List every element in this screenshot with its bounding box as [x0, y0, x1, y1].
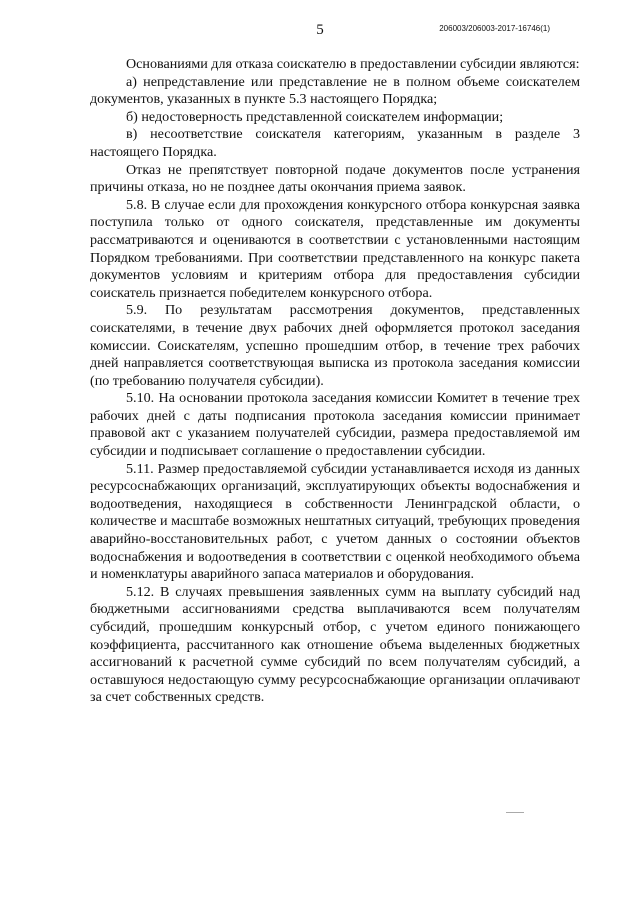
page-number: 5 — [316, 22, 324, 38]
paragraph-item-a: а) непредставление или представление не в полном объеме соискателем документов, указанных в пункте 5.3 настоящего Порядка; — [90, 73, 580, 108]
paragraph-refusal-grounds: Основаниями для отказа соискателю в предоставлении субсидии являются: — [126, 56, 580, 72]
paragraph-5-12: 5.12. В случаях превышения заявленных сумм на выплату субсидий над бюджетными ассигнованиями средства выплачиваются всем получателям субсидий, прошедшим конкурсный отбор, с учетом единого понижающего коэффициента, рассчитанного как отношение объема выделенных бюджетных ассигнований к расчетной сумме субсидий по всем получателям субсидий, а оставшуюся недостающую сумму ресурсоснабжающие организации оплачивают за счет собственных средств. — [90, 583, 580, 706]
paragraph-item-c: в) несоответствие соискателя категориям, указанным в разделе 3 настоящего Порядка. — [90, 126, 580, 160]
paragraph-5-8: 5.8. В случае если для прохождения конкурсного отбора конкурсная заявка поступила только от одного соискателя, представленные им документы рассматриваются и оцениваются в соответствии с установленными настоящим Порядком требованиями. При соответствии представленного на конкурс пакета документов условиям и критериям отбора для предоставления субсидии соискатель признается победителем конкурсного отбора. — [90, 196, 580, 301]
scan-mark — [506, 812, 524, 813]
paragraph-5-9: 5.9. По результатам рассмотрения документов, представленных соискателями, в течение двух рабочих дней оформляется протокол заседания комиссии. Соискателям, успешно прошедшим отбор, в течение трех рабочих дней направляется соответствующая выписка из протокола заседания комиссии (по требованию получателя субсидии). — [90, 302, 580, 389]
document-id: 206003/206003-2017-16746(1) — [439, 24, 550, 33]
document-body — [90, 56, 580, 707]
paragraph-refusal-note: Отказ не препятствует повторной подаче документов после устранения причины отказа, но не позднее даты окончания приема заявок. — [90, 161, 580, 196]
paragraph-5-11: 5.11. Размер предоставляемой субсидии устанавливается исходя из данных ресурсоснабжающих организаций, эксплуатирующих объекты водоснабжения и водоотведения, находящиеся в собственности Ленинградской области, о количестве и масштабе возможных нештатных ситуаций, требующих проведения аварийно-восстановительных работ, с учетом данных о состоянии объектов водоснабжения и водоотведения в соответствии с оценкой необходимого объема и номенклатуры аварийного запаса материалов и оборудования. — [90, 460, 580, 583]
paragraph-item-b: б) недостоверность представленной соискателем информации; — [126, 108, 504, 125]
paragraph-5-10: 5.10. На основании протокола заседания комиссии Комитет в течение трех рабочих дней с даты подписания протокола заседания комиссии принимает правовой акт с указанием получателей субсидии, размера предоставляемой им субсидии и подписывает соглашение о предоставлении субсидии. — [90, 390, 580, 460]
